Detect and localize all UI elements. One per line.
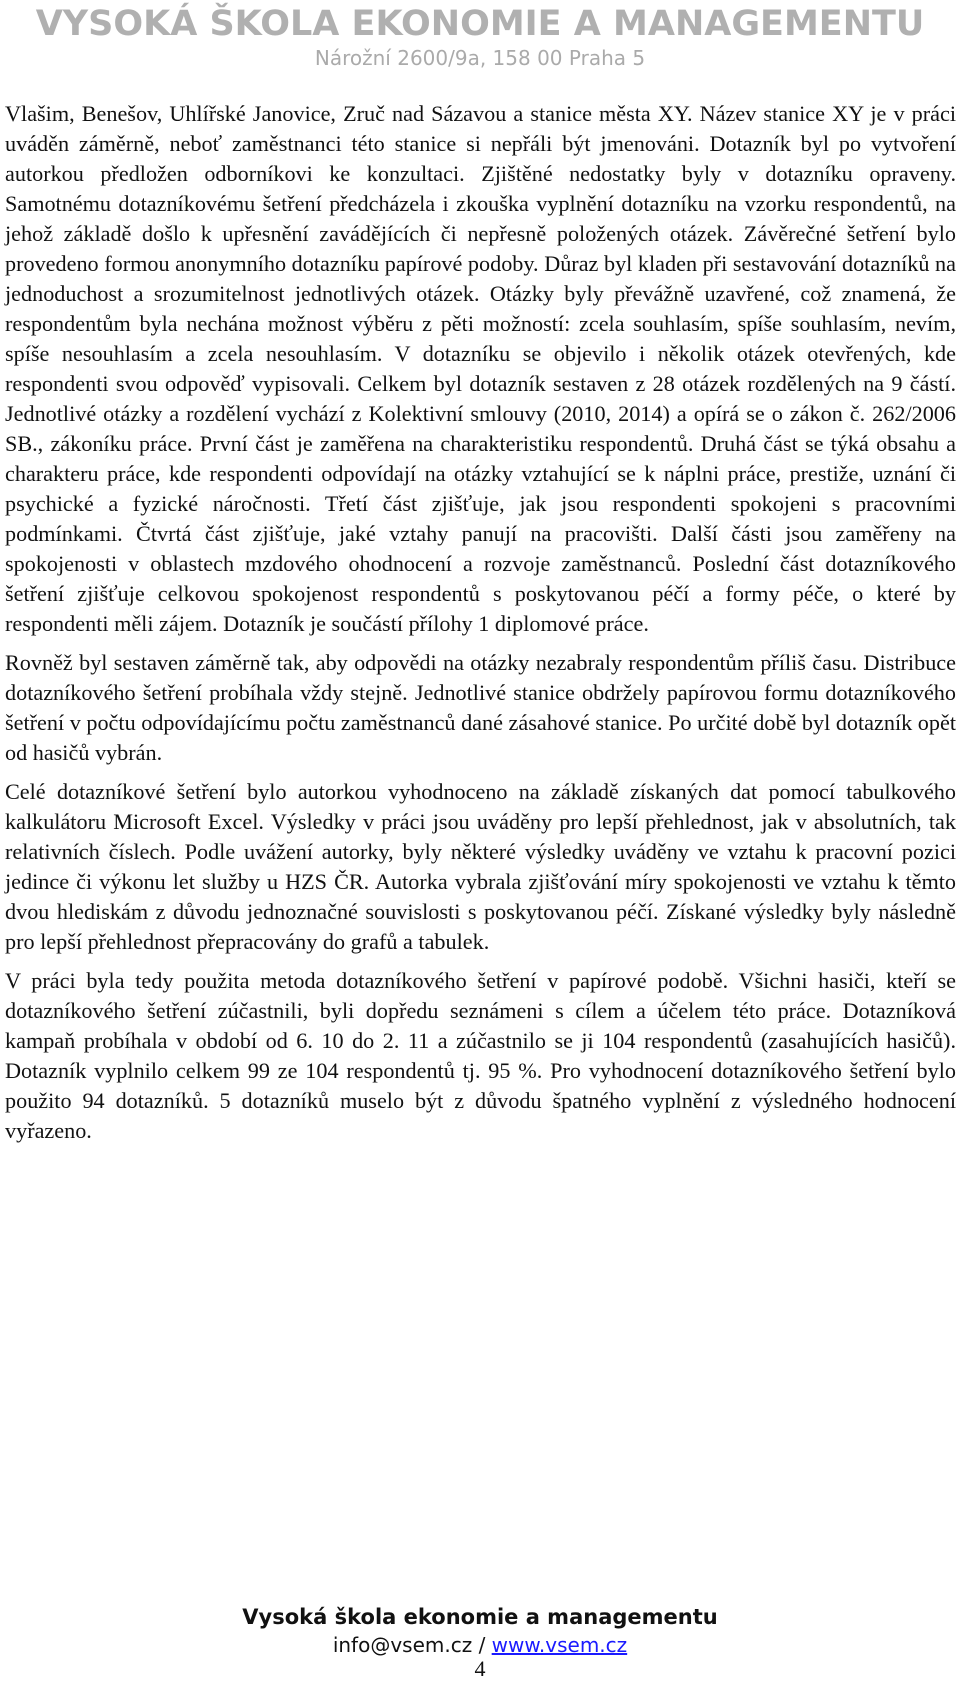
paragraph-2: Rovněž byl sestaven záměrně tak, aby odpovědi na otázky nezabraly respondentům příliš času. Distribuce dotazníkového šetření probíhala vždy stejně. Jednotlivé stanice obdržely papírovou formu dotazníkového šetření v počtu odpovídajícímu počtu zaměstnanců dané zásahové stanice. Po určité době byl dotazník opět od hasičů vybrán. [5,650,956,765]
footer-email: info@vsem.cz [332,1633,473,1657]
body-text [5,99,956,1155]
header-title: VYSOKÁ ŠKOLA EKONOMIE A MANAGEMENTU [35,4,925,44]
footer-separator: / [472,1633,492,1657]
paragraph-3: Celé dotazníkové šetření bylo autorkou vyhodnoceno na základě získaných dat pomocí tabulkového kalkulátoru Microsoft Excel. Výsledky v práci jsou uváděny pro lepší přehlednost, jak v absolutních, tak relativních číslech. Podle uvážení autorky, byly některé výsledky uváděny ve vztahu k pracovní pozici jedince či výkonu let služby u HZS ČR. Autorka vybrala zjišťování míry spokojenosti ve vztahu k těmto dvou hlediskám z důvodu jednoznačné souvislosti s poskytovanou péčí. Získané výsledky byly následně pro lepší přehlednost přepracovány do grafů a tabulek. [5,779,956,954]
footer-school-name: Vysoká škola ekonomie a managementu [242,1605,718,1629]
paragraph-4: V práci byla tedy použita metoda dotazníkového šetření v papírové podobě. Všichni hasiči, kteří se dotazníkového šetření zúčastnili, byli dopředu seznámeni s cílem a účelem této práce. Dotazníková kampaň probíhala v období od 6. 10 do 2. 11 a zúčastnilo se ji 104 respondentů (zasahujících hasičů). Dotazník vyplnilo celkem 99 ze 104 respondentů tj. 95 %. Pro vyhodnocení dotazníkového šetření bylo použito 94 dotazníků. 5 dotazníků muselo být z důvodu špatného vyplnění z výsledného hodnocení vyřazeno. [5,968,956,1143]
footer-website-link[interactable]: www.vsem.cz [491,1633,628,1657]
header-address: Nárožní 2600/9a, 158 00 Praha 5 [314,46,646,70]
paragraph-1: Vlašim, Benešov, Uhlířské Janovice, Zruč nad Sázavou a stanice města XY. Název stanice XY je v práci uváděn záměrně, neboť zaměstnanci této stanice si nepřáli být jmenováni. Dotazník byl po vytvoření autorkou předložen odborníkovi ke konzultaci. Zjištěné nedostatky byly v dotazníku opraveny. Samotnému dotazníkovému šetření předcházela i zkouška vyplnění dotazníku na vzorku respondentů, na jehož základě došlo k upřesnění zavádějících či nepřesně položených otázek. Závěrečné šetření bylo provedeno formou anonymního dotazníku papírové podoby. Důraz byl kladen při sestavování dotazníků na jednoduchost a srozumitelnost jednotlivých otázek. Otázky byly převážně uzavřené, což znamená, že respondentům byla nechána možnost výběru z pěti možností: zcela souhlasím, spíše souhlasím, nevím, spíše nesouhlasím a zcela nesouhlasím. V dotazníku se objevilo i několik otázek otevřených, kde respondenti svou odpověď vypisovali. Celkem byl dotazník sestaven z 28 otázek rozdělených na 9 částí. Jednotlivé otázky a rozdělení vychází z Kolektivní smlouvy (2010, 2014) a opírá se o zákon č. 262/2006 SB., zákoníku práce. První část je zaměřena na charakteristiku respondentů. Druhá část se týká obsahu a charakteru práce, kde respondenti odpovídají na otázky vztahující se k náplni práce, prestiže, uznání či psychické a fyzické náročnosti. Třetí část zjišťuje, jak jsou respondenti spokojeni s pracovními podmínkami. Čtvrtá část zjišťuje, jaké vztahy panují na pracovišti. Další části jsou zaměřeny na spokojenosti v oblastech mzdového ohodnocení a rozvoje zaměstnanců. Poslední část dotazníkového šetření zjišťuje celkovou spokojenost respondentů s poskytovanou péčí a formy péče, o které by respondenti měli zájem. Dotazník je součástí přílohy 1 diplomové práce. [5,101,956,636]
footer-contact [0,1632,960,1658]
page-number: 4 [474,1656,486,1681]
